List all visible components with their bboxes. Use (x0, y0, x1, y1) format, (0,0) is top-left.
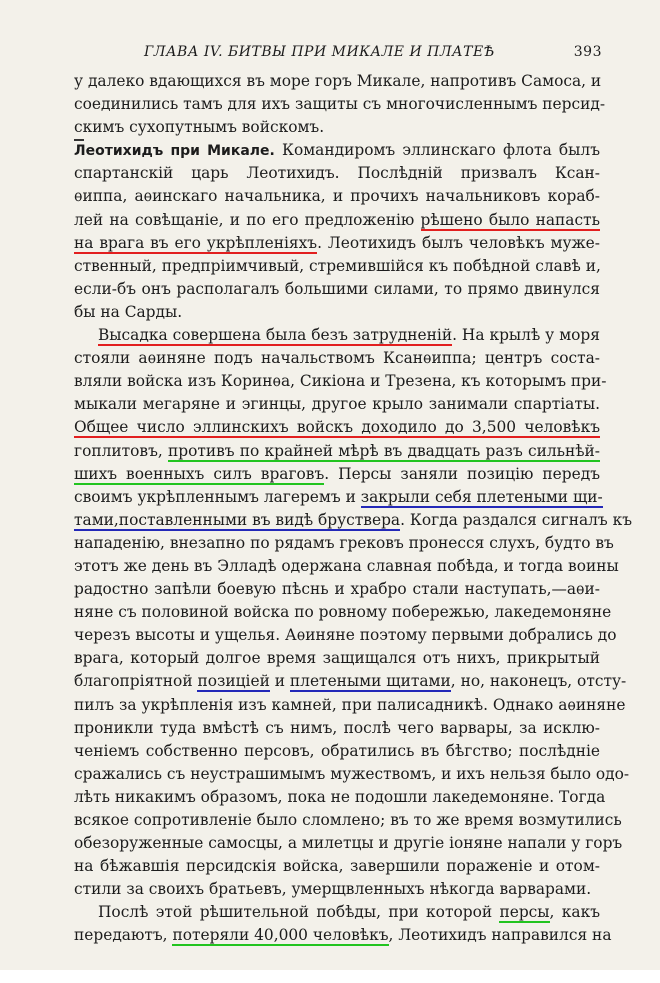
text-line: гоплитовъ, противъ по крайней мѣрѣ въ двадцать разъ сильнѣй- (74, 441, 600, 460)
text-line: Леотихидъ при Микале. Командиромъ эллинскаго флота былъ (74, 141, 600, 160)
text-line: на врага въ его укрѣпленіяхъ. Леотихидъ былъ человѣкъ муже- (74, 233, 600, 252)
blue-underline: плетеными щитами (289, 672, 451, 691)
text-line: стояли аѳиняне подъ начальствомъ Ксанѳиппа; центръ соста- (74, 349, 600, 368)
text-line: нападенію, внезапно по рядамъ грековъ пронесся слухъ, будто въ (74, 533, 614, 552)
text-line: обезоруженные самосцы, а милетцы и другіе іоняне напали у горъ (74, 834, 623, 853)
text-line: лей на совѣщаніе, и по его предложенію рѣшено было напасть (74, 210, 600, 229)
page-number: 393 (573, 44, 602, 60)
text-line: спартанскій царь Леотихидъ. Послѣдній призвалъ Ксан- (74, 164, 600, 183)
text-line: шихъ военныхъ силъ враговъ. Персы заняли позицію передъ (74, 464, 600, 483)
blue-underline: закрыли себя плетеными щи- (360, 487, 603, 506)
green-underline: персы (499, 903, 550, 922)
text-line: передаютъ, потеряли 40,000 человѣкъ, Леотихидъ направился на (74, 926, 612, 945)
text-line: черезъ высоты и ущелья. Аѳиняне поэтому первыми добрались до (74, 626, 617, 645)
text-line: ственный, предпріимчивый, стремившійся къ побѣдной славѣ и, (74, 256, 601, 275)
green-underline: потеряли 40,000 человѣкъ (172, 926, 389, 945)
red-underline: Общее число эллинскихъ войскъ доходило до 3,500 человѣкъ (74, 418, 600, 437)
text-line: ѳиппа, аѳинскаго начальника, и прочихъ начальниковъ кораб- (74, 187, 600, 206)
text-line: этотъ же день въ Элладѣ одержана славная побѣда, и тогда воины (74, 556, 619, 575)
text-line: няне съ половиной войска по ровному побережью, лакедемоняне (74, 603, 612, 622)
text-line: проникли туда вмѣстѣ съ нимъ, послѣ чего варвары, за исклю- (74, 718, 600, 737)
red-underline: рѣшено было напасть (420, 210, 600, 229)
text-line: пилъ за укрѣпленія изъ камней, при палисадникѣ. Однако аѳиняне (74, 695, 626, 714)
text-line: у далеко вдающихся въ море горъ Микале, напротивъ Самоса, и (74, 72, 602, 90)
text-line: Послѣ этой рѣшительной побѣды, при которой персы, какъ (98, 903, 600, 922)
blue-underline: тами,поставленными въ видѣ бруствера (74, 510, 401, 529)
text-line: всякое сопротивленіе было сломлено; въ то же время возмутились (74, 811, 622, 829)
text-line: вляли войска изъ Коринѳа, Сикіона и Трезена, къ которымъ при- (74, 372, 607, 391)
text-line: Высадка совершена была безъ затрудненій. На крылѣ у моря (98, 326, 600, 345)
text-line: стили за своихъ братьевъ, умерщвленныхъ нѣкогда варварами. (74, 880, 592, 899)
text-line: радостно запѣли боевую пѣснь и храбро стали наступать,—аѳи- (74, 580, 600, 599)
running-head (74, 44, 602, 64)
bottom-margin (0, 970, 660, 983)
blue-underline: позиціей (197, 672, 270, 691)
text-line: если-бъ онъ располагалъ большими силами, то прямо двинулся (74, 279, 600, 298)
text-line: мыкали мегаряне и эгинцы, другое крыло занимали спартіаты. (74, 395, 600, 414)
chapter-title: ГЛАВА IV. БИТВЫ ПРИ МИКАЛЕ И ПЛАТЕѢ (144, 44, 495, 60)
text-line: своимъ укрѣпленнымъ лагеремъ и закрыли себя плетеными щи- (74, 487, 603, 506)
red-underline: на врага въ его укрѣпленіяхъ (74, 233, 318, 252)
green-underline: противъ по крайней мѣрѣ въ двадцать разъ сильнѣй- (167, 441, 600, 460)
red-underline: Высадка совершена была безъ затрудненій (98, 326, 453, 345)
text-line: скимъ сухопутнымъ войскомъ. (74, 118, 325, 137)
text-line: тами,поставленными въ видѣ бруствера. Когда раздался сигналъ къ (74, 510, 633, 529)
text-line: на бѣжавшія персидскія войска, завершили пораженіе и отом- (74, 857, 600, 876)
text-line: соединились тамъ для ихъ защиты съ многочисленнымъ персид- (74, 95, 606, 114)
text-line: врага, который долгое время защищался отъ нихъ, прикрытый (74, 649, 600, 668)
section-heading: Леотихидъ при Микале. (74, 143, 275, 160)
green-underline: шихъ военныхъ силъ враговъ (74, 464, 325, 483)
text-line: бы на Сарды. (74, 302, 183, 321)
text-line: ченіемъ собственно персовъ, обратились въ бѣгство; послѣдніе (74, 741, 600, 760)
body-text (74, 70, 633, 948)
text-line (74, 416, 600, 439)
text-line: благопріятной позиціей и плетеными щитами, но, наконецъ, отсту- (74, 672, 627, 691)
text-line: сражались съ неустрашимымъ мужествомъ, и ихъ нельзя было одо- (74, 764, 630, 783)
text-line: лѣть никакимъ образомъ, пока не подошли лакедемоняне. Тогда (74, 787, 606, 806)
